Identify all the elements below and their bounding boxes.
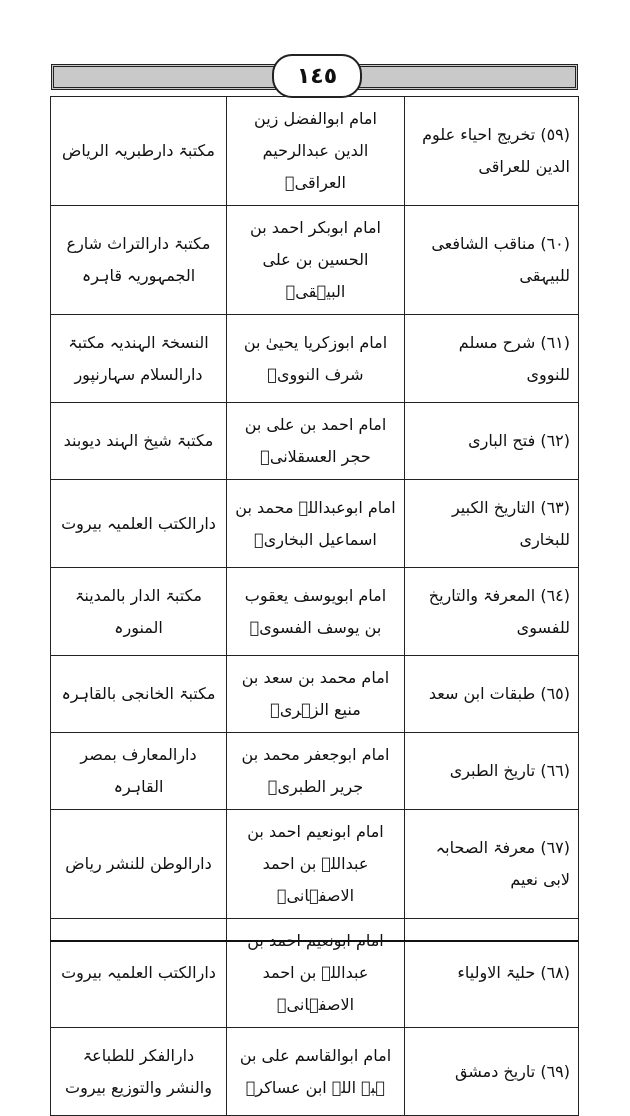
book-title: (٦٩) تاریخ دمشق	[405, 1028, 579, 1116]
book-title: (٦٨) حلیۃ الاولیاء	[405, 919, 579, 1028]
author-name: امام ابوبکر احمد بن الحسین بن علی البیہقیؒ	[227, 206, 405, 315]
page-number: ١٤٥	[272, 54, 362, 98]
book-title: (٦٤) المعرفۃ والتاریخ للفسوی	[405, 568, 579, 656]
table-row	[51, 810, 579, 919]
book-title: (٦٢) فتح الباری	[405, 403, 579, 480]
publisher: دارالوطن للنشر ریاض	[51, 810, 227, 919]
author-name: امام ابوجعفر محمد بن جریر الطبریؒ	[227, 733, 405, 810]
book-title: (٦١) شرح مسلم للنووی	[405, 315, 579, 403]
publisher: مکتبۃ شیخ الہند دیوبند	[51, 403, 227, 480]
author-name: امام ابونعیم احمد بن عبداللہ بن احمد الاصفہانیؒ	[227, 810, 405, 919]
table-row	[51, 97, 579, 206]
reference-table	[50, 96, 579, 1116]
publisher: دارالمعارف بمصر القاہرہ	[51, 733, 227, 810]
table-row	[51, 656, 579, 733]
table-row	[51, 480, 579, 568]
table-row	[51, 568, 579, 656]
book-title: (٦٧) معرفۃ الصحابہ لابی نعیم	[405, 810, 579, 919]
publisher: دارالکتب العلمیہ بیروت	[51, 480, 227, 568]
author-name: امام ابویوسف یعقوب بن یوسف الفسویؒ	[227, 568, 405, 656]
book-title: (٦٥) طبقات ابن سعد	[405, 656, 579, 733]
footer-divider	[50, 940, 578, 942]
author-name: امام ابونعیم احمد بن عبداللہ بن احمد الاصفہانیؒ	[227, 919, 405, 1028]
table-row	[51, 206, 579, 315]
book-title: (٦٠) مناقب الشافعی للبیہقی	[405, 206, 579, 315]
publisher: مکتبۃ الخانجی بالقاہرہ	[51, 656, 227, 733]
publisher: دارالکتب العلمیہ بیروت	[51, 919, 227, 1028]
publisher: مکتبۃ الدار بالمدینۃ المنورہ	[51, 568, 227, 656]
publisher: دارالفکر للطباعۃ والنشر والتوزیع بیروت	[51, 1028, 227, 1116]
author-name: امام ابوالقاسم علی بن ہبۃ اللہ ابن عساکرؒ	[227, 1028, 405, 1116]
author-name: امام ابوالفضل زین الدین عبدالرحیم العراقیؒ	[227, 97, 405, 206]
publisher: مکتبۃ دارطبریہ الریاض	[51, 97, 227, 206]
table-row	[51, 919, 579, 1028]
author-name: امام ابوزکریا یحییٰ بن شرف النوویؒ	[227, 315, 405, 403]
table-row	[51, 1028, 579, 1116]
publisher: النسخۃ الہندیہ مکتبۃ دارالسلام سہارنپور	[51, 315, 227, 403]
author-name: امام محمد بن سعد بن منیع الزہریؒ	[227, 656, 405, 733]
table-row	[51, 403, 579, 480]
table-row	[51, 733, 579, 810]
publisher: مکتبۃ دارالتراث شارع الجمہوریہ قاہرہ	[51, 206, 227, 315]
author-name: امام ابوعبداللہ محمد بن اسماعیل البخاریؒ	[227, 480, 405, 568]
book-title: (٥٩) تخریج احیاء علوم الدین للعراقی	[405, 97, 579, 206]
book-title: (٦٣) التاریخ الکبیر للبخاری	[405, 480, 579, 568]
author-name: امام احمد بن علی بن حجر العسقلانیؒ	[227, 403, 405, 480]
book-title: (٦٦) تاریخ الطبری	[405, 733, 579, 810]
table-row	[51, 315, 579, 403]
